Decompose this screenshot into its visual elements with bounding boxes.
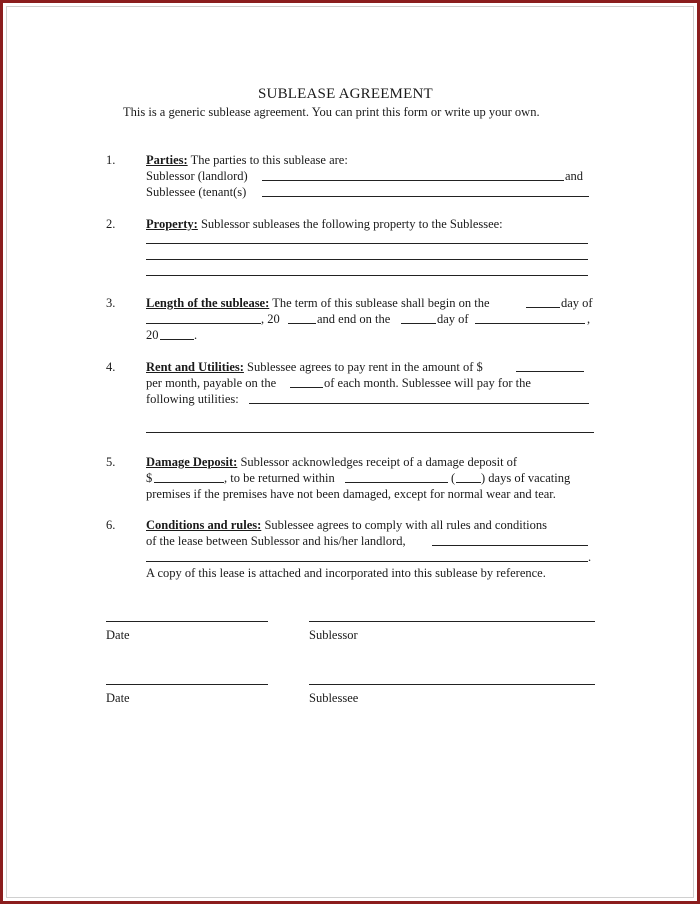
return-days-words-field[interactable] [345,482,448,483]
year-label-1: , 20 [261,312,280,326]
utilities-field-1[interactable] [249,403,589,404]
comma-label: , [587,312,591,326]
return-days-number-field[interactable] [456,482,481,483]
conditions-field-1[interactable] [432,545,588,546]
end-on-label: and end on the [317,312,391,326]
end-day-field[interactable] [401,323,436,324]
utilities-field-2[interactable] [146,432,594,433]
day-of-label-1: day of [561,296,593,310]
section-3-heading: Length of the sublease: [146,296,270,310]
section-6-line1 [146,517,547,533]
section-4-text: Sublessee agrees to pay rent in the amount of $ [247,360,483,374]
section-3-line1 [146,295,490,311]
section-2-text: Sublessor subleases the following property to the Sublessee: [200,217,503,231]
date-signature-line-1[interactable] [106,621,268,622]
end-month-field[interactable] [475,323,585,324]
section-1-number: 1. [106,153,116,167]
section-5-line1 [146,454,517,470]
payable-label: per month, payable on the [146,376,277,390]
start-day-field[interactable] [526,307,560,308]
day-of-label-2: day of [437,312,469,326]
date-signature-line-2[interactable] [106,684,268,685]
and-label: and [565,169,584,183]
section-1-heading: Parties: [146,153,188,167]
section-5-number: 5. [106,455,116,469]
returned-within-label: , to be returned within [224,471,335,485]
deposit-amount-field[interactable] [154,482,224,483]
section-1-text: The parties to this sublease are: [190,153,348,167]
section-6-heading: Conditions and rules: [146,518,262,532]
each-month-label: of each month. Sublessee will pay for the [324,376,531,390]
section-1-line1 [146,152,348,168]
sublessee-label: Sublessee (tenant(s) [146,185,247,199]
section-4-line1 [146,359,483,375]
section-2-line1 [146,216,503,232]
sublessee-name-field[interactable] [262,196,589,197]
date-label-2: Date [106,691,130,705]
start-month-field[interactable] [146,323,261,324]
section-5-heading: Damage Deposit: [146,455,238,469]
section-3-number: 3. [106,296,116,310]
lease-between-label: of the lease between Sublessor and his/her landlord, [146,534,406,548]
sublessor-label: Sublessor (landlord) [146,169,248,183]
period-label-2: . [588,550,592,564]
section-5-text: Sublessor acknowledges receipt of a damage deposit of [240,455,518,469]
section-4-number: 4. [106,360,116,374]
payment-day-field[interactable] [290,387,323,388]
section-6-text: Sublessee agrees to comply with all rules and conditions [264,518,548,532]
section-4-heading: Rent and Utilities: [146,360,244,374]
sublessee-signature-label: Sublessee [309,691,359,705]
document-title: SUBLEASE AGREEMENT [258,86,433,102]
section-6-number: 6. [106,518,116,532]
utilities-label: following utilities: [146,392,239,406]
end-year-field[interactable] [160,339,194,340]
date-label-1: Date [106,628,130,642]
property-line-3[interactable] [146,275,588,276]
lease-attached-text: A copy of this lease is attached and incorporated into this sublease by reference. [146,566,546,580]
property-line-2[interactable] [146,259,588,260]
property-line-1[interactable] [146,243,588,244]
premises-condition-text: premises if the premises have not been damaged, except for normal wear and tear. [146,487,556,501]
days-vacating-label: ) days of vacating [481,471,571,485]
sublessor-signature-line[interactable] [309,621,595,622]
conditions-field-2[interactable] [146,561,588,562]
section-2-heading: Property: [146,217,198,231]
sublessee-signature-line[interactable] [309,684,595,685]
sublessor-signature-label: Sublessor [309,628,358,642]
sublessor-name-field[interactable] [262,180,564,181]
year-label-2: 20 [146,328,159,342]
open-paren-label: ( [451,471,456,485]
rent-amount-field[interactable] [516,371,584,372]
section-3-text: The term of this sublease shall begin on the [272,296,490,310]
start-year-field[interactable] [288,323,316,324]
period-label-1: . [194,328,198,342]
dollar-label: $ [146,471,153,485]
section-2-number: 2. [106,217,116,231]
document-subtitle: This is a generic sublease agreement. You can print this form or write up your own. [123,105,540,119]
